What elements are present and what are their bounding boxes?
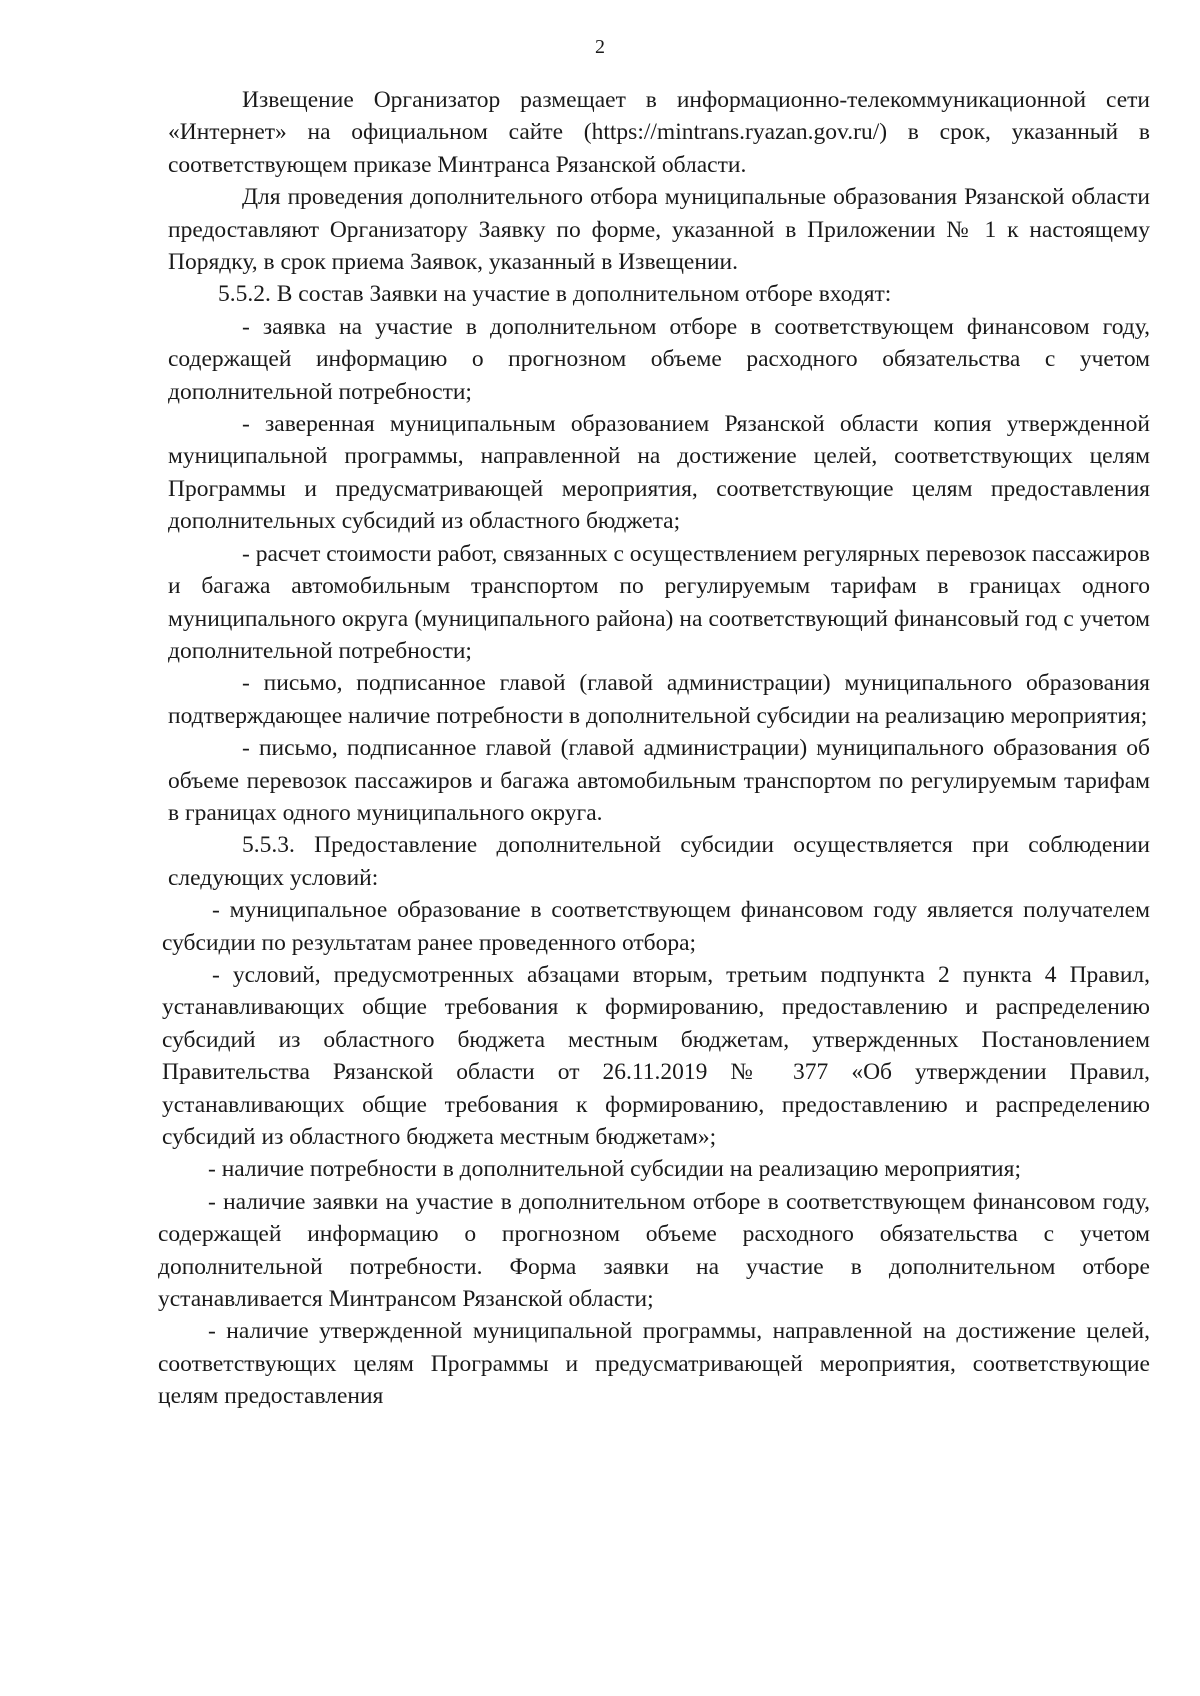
list-item-letter-need: - письмо, подписанное главой (главой администрации) муниципального образования подтверждающее наличие потребности в дополнительной субсидии на реализацию мероприятия; <box>168 670 1150 729</box>
list-item-letter-volume: - письмо, подписанное главой (главой администрации) муниципального образования об объеме перевозок пассажиров и багажа автомобильным транспортом по регулируемым тарифам в границах одного муниципального округа. <box>168 735 1150 826</box>
page-number: 2 <box>595 36 605 58</box>
document-body <box>158 84 1150 1413</box>
paragraph-additional-selection-application: Для проведения дополнительного отбора муниципальные образования Рязанской области предоставляют Организатору Заявку по форме, указанной в Приложении № 1 к настоящему Порядку, в срок приема Заявок, указанный в Извещении. <box>168 184 1150 276</box>
condition-item-rules: - условий, предусмотренных абзацами вторым, третьим подпункта 2 пункта 4 Правил, устанавливающих общие требования к формированию, предоставлению и распределению субсидий из областного бюджета местным бюджетам, утвержденных Постановлением Правительства Рязанской области от 26.11.2019 № 377 «Об утверждении Правил, устанавливающих общие требования к формированию, предоставлению и распределению субсидий из областного бюджета местным бюджетам»; <box>162 961 1150 1150</box>
condition-item-program: - наличие утвержденной муниципальной программы, направленной на достижение целей, соответствующих целям Программы и предусматривающей мероприятия, соответствующие целям предоставления <box>158 1318 1150 1410</box>
condition-item-need: - наличие потребности в дополнительной субсидии на реализацию мероприятия; <box>208 1156 1021 1183</box>
condition-item-recipient: - муниципальное образование в соответствующем финансовом году является получателем субсидии по результатам ранее проведенного отбора; <box>162 897 1150 956</box>
list-item-application: - заявка на участие в дополнительном отборе в соответствующем финансовом году, содержащей информацию о прогнозном объеме расходного обязательства с учетом дополнительной потребности; <box>168 313 1150 405</box>
list-item-program-copy: - заверенная муниципальным образованием Рязанской области копия утвержденной муниципальной программы, направленной на достижение целей, соответствующих целям Программы и предусматривающей мероприятия, соответствующие целям предоставления дополнительных субсидий из областного бюджета; <box>168 411 1150 535</box>
list-item-cost-calculation: - расчет стоимости работ, связанных с осуществлением регулярных перевозок пассажиров и багажа автомобильным транспортом по регулируемым тарифам в границах одного муниципального округа (муниципального района) на соответствующий финансовый год с учетом дополнительной потребности; <box>168 540 1150 664</box>
condition-item-application: - наличие заявки на участие в дополнительном отборе в соответствующем финансовом году, содержащей информацию о прогнозном объеме расходного обязательства с учетом дополнительной потребности. Форма заявки на участие в дополнительном отборе устанавливается Минтрансом Рязанской области; <box>158 1188 1150 1313</box>
paragraph-section-5-5-2: 5.5.2. В состав Заявки на участие в дополнительном отборе входят: <box>218 281 892 308</box>
paragraph-section-5-5-3: 5.5.3. Предоставление дополнительной субсидии осуществляется при соблюдении следующих условий: <box>168 832 1150 891</box>
paragraph-notice-publication: Извещение Организатор размещает в информационно-телекоммуникационной сети «Интернет» на официальном сайте (https://mintrans.ryazan.gov.ru/) в срок, указанный в соответствующем приказе Минтранса Рязанской области. <box>168 87 1150 178</box>
